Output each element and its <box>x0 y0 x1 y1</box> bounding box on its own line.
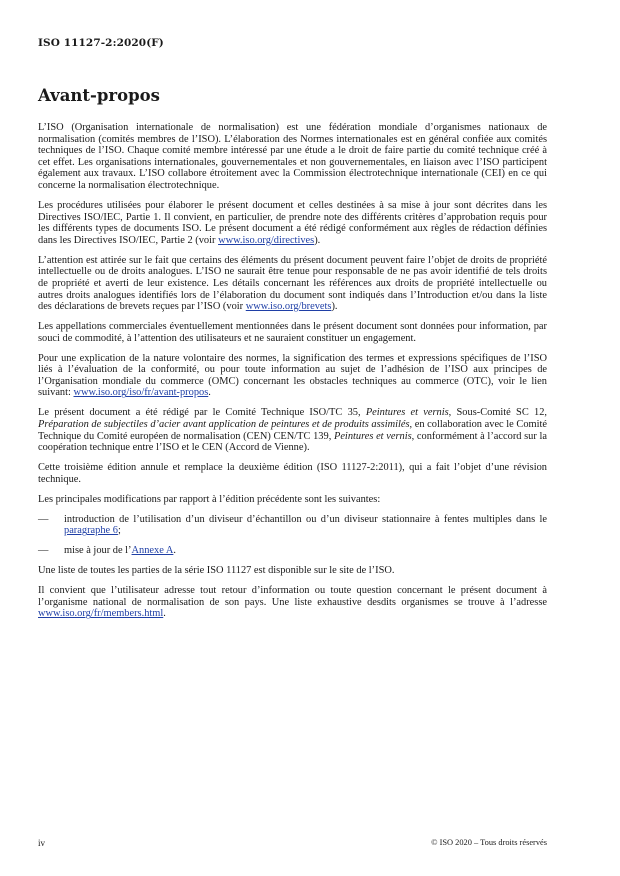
document-id: ISO 11127-2:2020(F) <box>38 37 164 49</box>
paragraph-text: . <box>173 545 176 557</box>
paragraph-series-list: Une liste de toutes les parties de la série ISO 11127 est disponible sur le site de l’ISO. <box>38 565 395 577</box>
foreword-body <box>38 122 547 628</box>
copyright-notice: © ISO 2020 – Tous droits réservés <box>431 838 547 847</box>
page-title: Avant-propos <box>38 86 160 105</box>
paragraph-6-link[interactable]: paragraphe 6 <box>64 525 118 537</box>
subcommittee-title: Préparation de subjectiles d’acier avant application de peintures et de produits assimilés <box>38 419 410 431</box>
paragraph-text: mise à jour de l’ <box>64 545 132 557</box>
paragraph-feedback <box>38 585 547 620</box>
paragraph-voluntary-nature <box>38 353 547 399</box>
paragraph-text: ; <box>117 525 121 537</box>
patents-link[interactable]: www.iso.org/brevets <box>245 301 332 313</box>
list-item-text <box>64 545 547 557</box>
page-number: iv <box>38 838 46 848</box>
cen-committee-title: Peintures et vernis <box>333 430 412 442</box>
paragraph-text: introduction de l’utilisation d’un diviseur d’échantillon ou d’un diviseur stationnaire à fentes multiples dans le <box>64 513 547 525</box>
committee-title: Peintures et vernis <box>365 407 449 419</box>
directives-link[interactable]: www.iso.org/directives <box>218 234 315 246</box>
paragraph-text: , Sous-Comité SC 12, <box>448 407 547 419</box>
annex-a-link[interactable]: Annexe A <box>131 545 174 557</box>
paragraph-text: ). <box>331 301 338 313</box>
paragraph-text: L’attention est attirée sur le fait que certains des éléments du présent document peuvent faire l’objet de droits de propriété intellectuelle ou de droits analogues. L’ISO ne saurait être tenue pour responsable de ne pas avoir identifié de tels droits de propriété et averti de leur existence. Les détails concernant les références aux droits de propriété intellectuelle ou autres droits analogues identifiés lors de l’élaboration du document sont indiqués dans l’Introduction et/ou dans la liste des déclarations de brevets reçues par l’ISO (voir <box>38 254 547 313</box>
paragraph-patents <box>38 255 547 313</box>
list-item <box>38 514 547 537</box>
paragraph-text: . <box>208 387 211 399</box>
paragraph-edition: Cette troisième édition annule et remplace la deuxième édition (ISO 11127-2:2011), qui a fait l’objet d’une révision technique. <box>38 462 547 485</box>
paragraph-text: Les procédures utilisées pour élaborer le présent document et celles destinées à sa mise à jour sont décrites dans les Directives ISO/IEC, Partie 1. Il convient, en particulier, de prendre note des différents critères d’approbation requis pour les différents types de documents ISO. Le présent document a été rédigé conformément aux règles de rédaction définies dans les Directives ISO/IEC, Partie 2 (voir <box>38 199 547 246</box>
paragraph-text: Pour une explication de la nature volontaire des normes, la signification des termes et expressions spécifiques de l’ISO liés à l’évaluation de la conformité, ou pour toute information au sujet de l’adhésion de l’ISO aux principes de l’Organisation mondiale du commerce (OMC) concernant les obstacles techniques au commerce (OTC), voir le lien suivant: <box>38 352 547 399</box>
paragraph-text: , en collaboration avec le Comité Technique du Comité européen de normalisation (CEN) CEN/TC 139, <box>38 419 548 442</box>
list-item-text <box>64 514 547 537</box>
paragraph-text: . <box>163 608 166 620</box>
paragraph-committee <box>38 407 547 453</box>
paragraph-trade-names: Les appellations commerciales éventuellement mentionnées dans le présent document sont données pour information, par souci de commodité, à l’attention des utilisateurs et ne sauraient constituer un engagement. <box>38 321 547 344</box>
bullet-dash: — <box>38 545 49 557</box>
bullet-dash: — <box>38 513 49 525</box>
paragraph-text: ). <box>314 234 321 246</box>
paragraph-changes-intro: Les principales modifications par rapport à l’édition précédente sont les suivantes: <box>38 493 381 505</box>
members-link[interactable]: www.iso.org/fr/members.html <box>38 608 164 620</box>
paragraph-text: , conformément à l’accord sur la coopération technique entre l’ISO et le CEN (Accord de Vienne). <box>38 430 547 454</box>
foreword-link[interactable]: www.iso.org/iso/fr/avant-propos <box>73 387 209 399</box>
paragraph-procedures <box>38 200 547 246</box>
paragraph-text: Le présent document a été rédigé par le Comité Technique ISO/TC 35, <box>38 407 366 419</box>
paragraph-text: Il convient que l’utilisateur adresse tout retour d’information ou toute question concernant le présent document à l’organisme national de normalisation de son pays. Une liste exhaustive desdits organismes se trouve à l’adresse <box>38 585 547 608</box>
paragraph-iso-organisation: L’ISO (Organisation internationale de normalisation) est une fédération mondiale d’organismes nationaux de normalisation (comités membres de l’ISO). L’élaboration des Normes internationales est en général confiée aux comités techniques de l’ISO. Chaque comité membre intéressé par une étude a le droit de faire partie du comité technique créé à cet effet. Les organisations internationales, gouvernementales et non gouvernementales, en liaison avec l’ISO participent également aux travaux. L’ISO collabore étroitement avec la Commission électrotechnique internationale (CEI) en ce qui concerne la normalisation électrotechnique. <box>38 122 547 191</box>
list-item <box>38 545 547 557</box>
